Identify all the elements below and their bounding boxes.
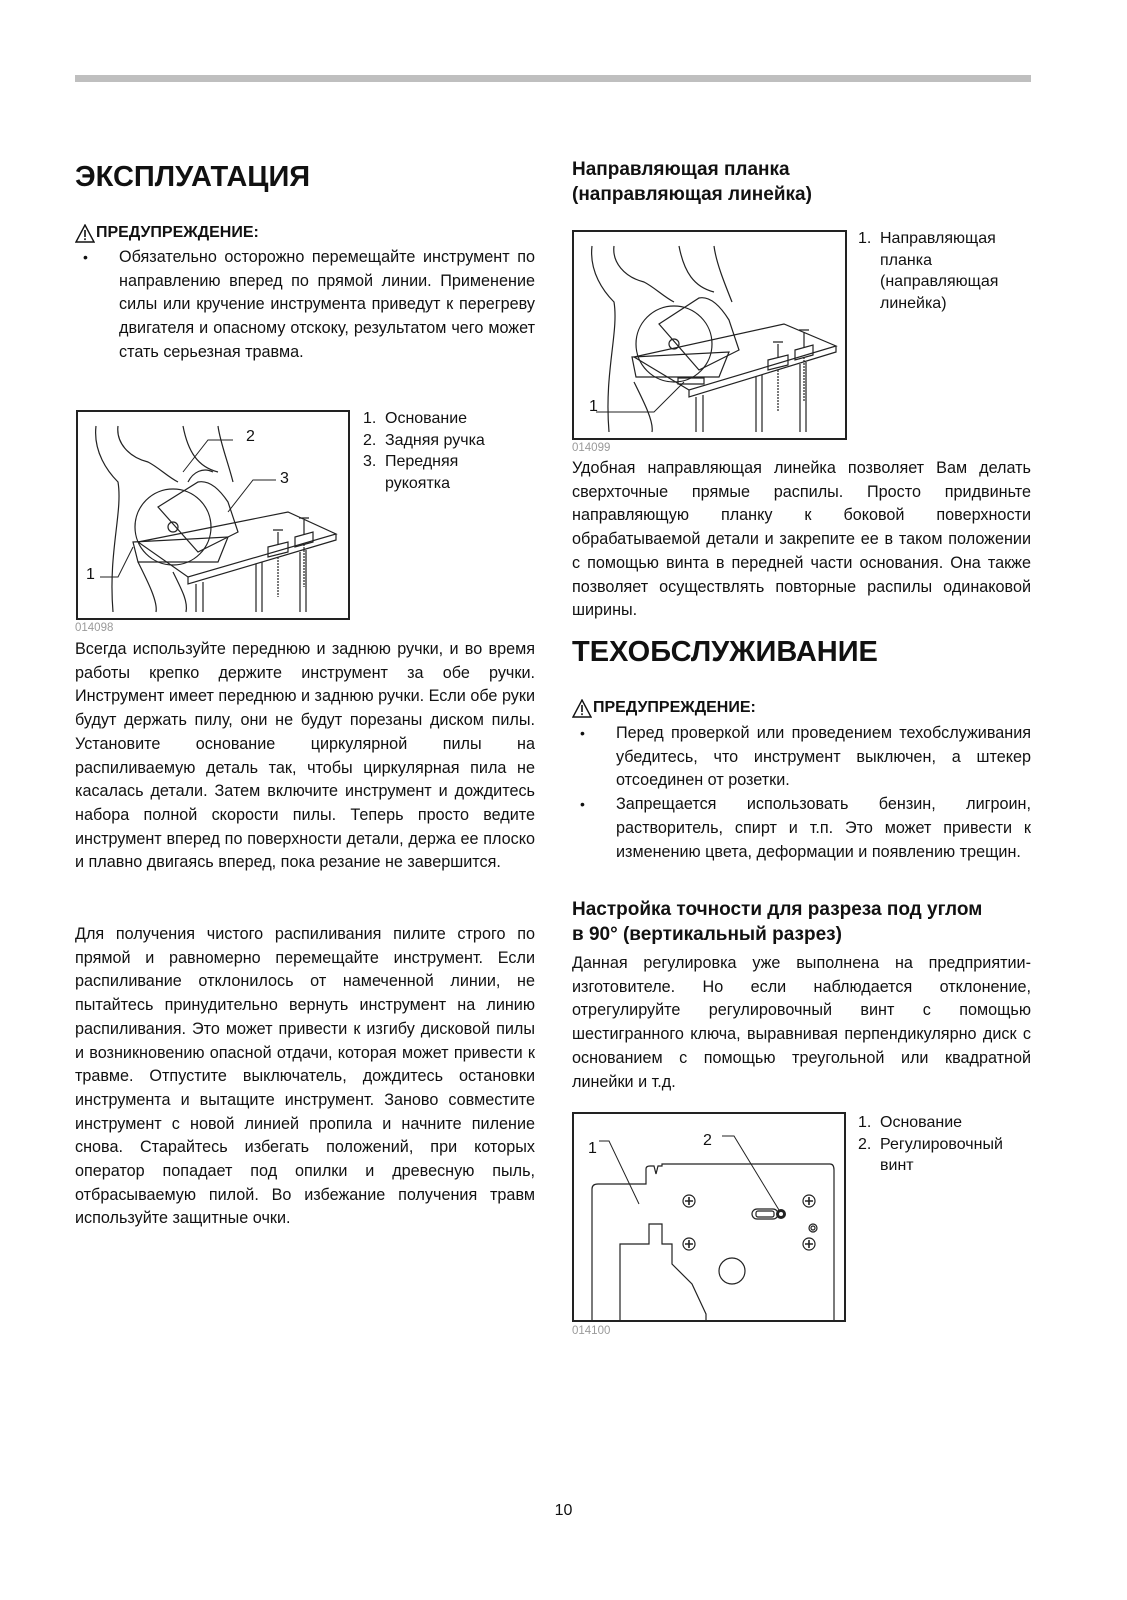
warning-list	[75, 246, 535, 365]
callout-2: 2	[246, 428, 255, 445]
warning-item: • Перед проверкой или проведением техобслуживания убедитесь, что инструмент выключен, а штекер отсоединен от розетки.	[580, 724, 1031, 790]
warning-heading	[572, 698, 756, 718]
paragraph-handles: Всегда используйте переднюю и заднюю ручки, и во время работы крепко держите инструмент за обе ручки. Инструмент имеет переднюю и заднюю ручки. Если обе руки будут держать пилу, они не будут порезаны диском пилы. Установите основание циркулярной пилы на распиливаемую деталь так, чтобы циркулярная пила не касалась детали. Затем включите инструмент и дождитесь набора полной скорости пилы. Теперь просто ведите инструмент вперед по поверхности детали, держа ее плоско и плавно двигаясь вперед, пока резание не завершится.	[75, 640, 535, 872]
warning-triangle-icon	[572, 699, 592, 718]
warning-triangle-icon	[75, 224, 95, 243]
bullet-icon: •	[580, 725, 585, 741]
callout-1: 1	[588, 1140, 597, 1157]
figure-legend	[858, 1112, 1033, 1177]
warning-item: • Обязательно осторожно перемещайте инструмент по направлению вперед по прямой линии. Применение силы или кручение инструмента приведут к перегреву двигателя и опасному отскоку, результатом чего может стать серьезная травма.	[83, 248, 535, 361]
callout-3: 3	[280, 470, 289, 487]
figure-code: 014099	[572, 442, 611, 454]
figure-code: 014100	[572, 1325, 611, 1337]
bullet-icon: •	[580, 796, 585, 813]
legend-item: 3. Передняя рукоятка	[363, 453, 459, 492]
guide-rule-illustration	[574, 232, 845, 438]
paragraph-adjust: Данная регулировка уже выполнена на предприятии-изготовителе. Но если наблюдается отклонение, отрегулируйте регулировочный винт с помощью шестигранного ключа, выравнивая перпендикулярно диск с основанием с помощью треугольной или квадратной линейки и т.д.	[572, 954, 1031, 1091]
legend-item: 2. Регулировочный винт	[858, 1135, 1003, 1174]
saw-operation-illustration	[78, 412, 348, 618]
section-title-maintenance: ТЕХОБСЛУЖИВАНИЕ	[572, 636, 878, 668]
header-rule	[75, 75, 1031, 82]
paragraph-straight-cut: Для получения чистого распиливания пилите строго по прямой и равномерно перемещайте инструмент. Если распиливание отклонилось от намеченной линии, не пытайтесь принудительно вернуть инструмент на линию распиливания. Это может привести к изгибу дисковой пилы и возникновению опасной отдачи, которая может привести к травме. Отпустите выключатель, дождитесь остановки инструмента и вытащите инструмент. Заново совместите инструмент с новой линией пропила и начните пиление снова. Старайтесь избегать положений, при которых оператор попадает под опилки и древесную пыль, отбрасываемую пилой. Во избежание получения травм используйте защитные очки.	[75, 925, 535, 1228]
bullet-icon: •	[83, 249, 88, 265]
callout-1: 1	[589, 398, 598, 415]
warning-label: ПРЕДУПРЕЖДЕНИЕ:	[593, 699, 756, 716]
page-number: 10	[554, 1502, 573, 1519]
legend-item: 2. Задняя ручка	[363, 431, 485, 449]
warning-item: • Запрещается использовать бензин, лигроин, растворитель, спирт и т.п. Это может привести к изменению цвета, деформации и появлению трещин.	[580, 795, 1031, 861]
section-title-operation: ЭКСПЛУАТАЦИЯ	[75, 161, 311, 193]
legend-item: 1. Основание	[363, 410, 468, 427]
guide-section-title: Направляющая планка (направляющая линейка)	[572, 159, 812, 205]
legend-item: 1. Направляющая планка (направляющая линейка)	[858, 230, 999, 312]
figure-legend	[363, 408, 533, 494]
warning-list	[572, 722, 1031, 864]
adjust-section-title: Настройка точности для разреза под углом в 90° (вертикальный разрез)	[572, 899, 983, 945]
warning-heading	[75, 223, 259, 243]
legend-item: 1. Основание	[858, 1114, 963, 1131]
paragraph-guide-rule: Удобная направляющая линейка позволяет Вам делать сверхточные прямые распилы. Просто придвиньте направляющую планку к боковой поверхности обрабатываемой детали и закрепите ее в таком положении с помощью винта в передней части основания. Она также позволяет осуществлять повторные распилы одинаковой ширины.	[572, 459, 1031, 620]
figure-code: 014098	[75, 622, 114, 634]
figure-legend	[858, 228, 1033, 314]
callout-2: 2	[703, 1132, 712, 1149]
callout-1: 1	[86, 566, 95, 583]
figure-guide-rule	[572, 230, 847, 440]
figure-saw-handles	[76, 410, 350, 620]
warning-label: ПРЕДУПРЕЖДЕНИЕ:	[96, 224, 259, 241]
